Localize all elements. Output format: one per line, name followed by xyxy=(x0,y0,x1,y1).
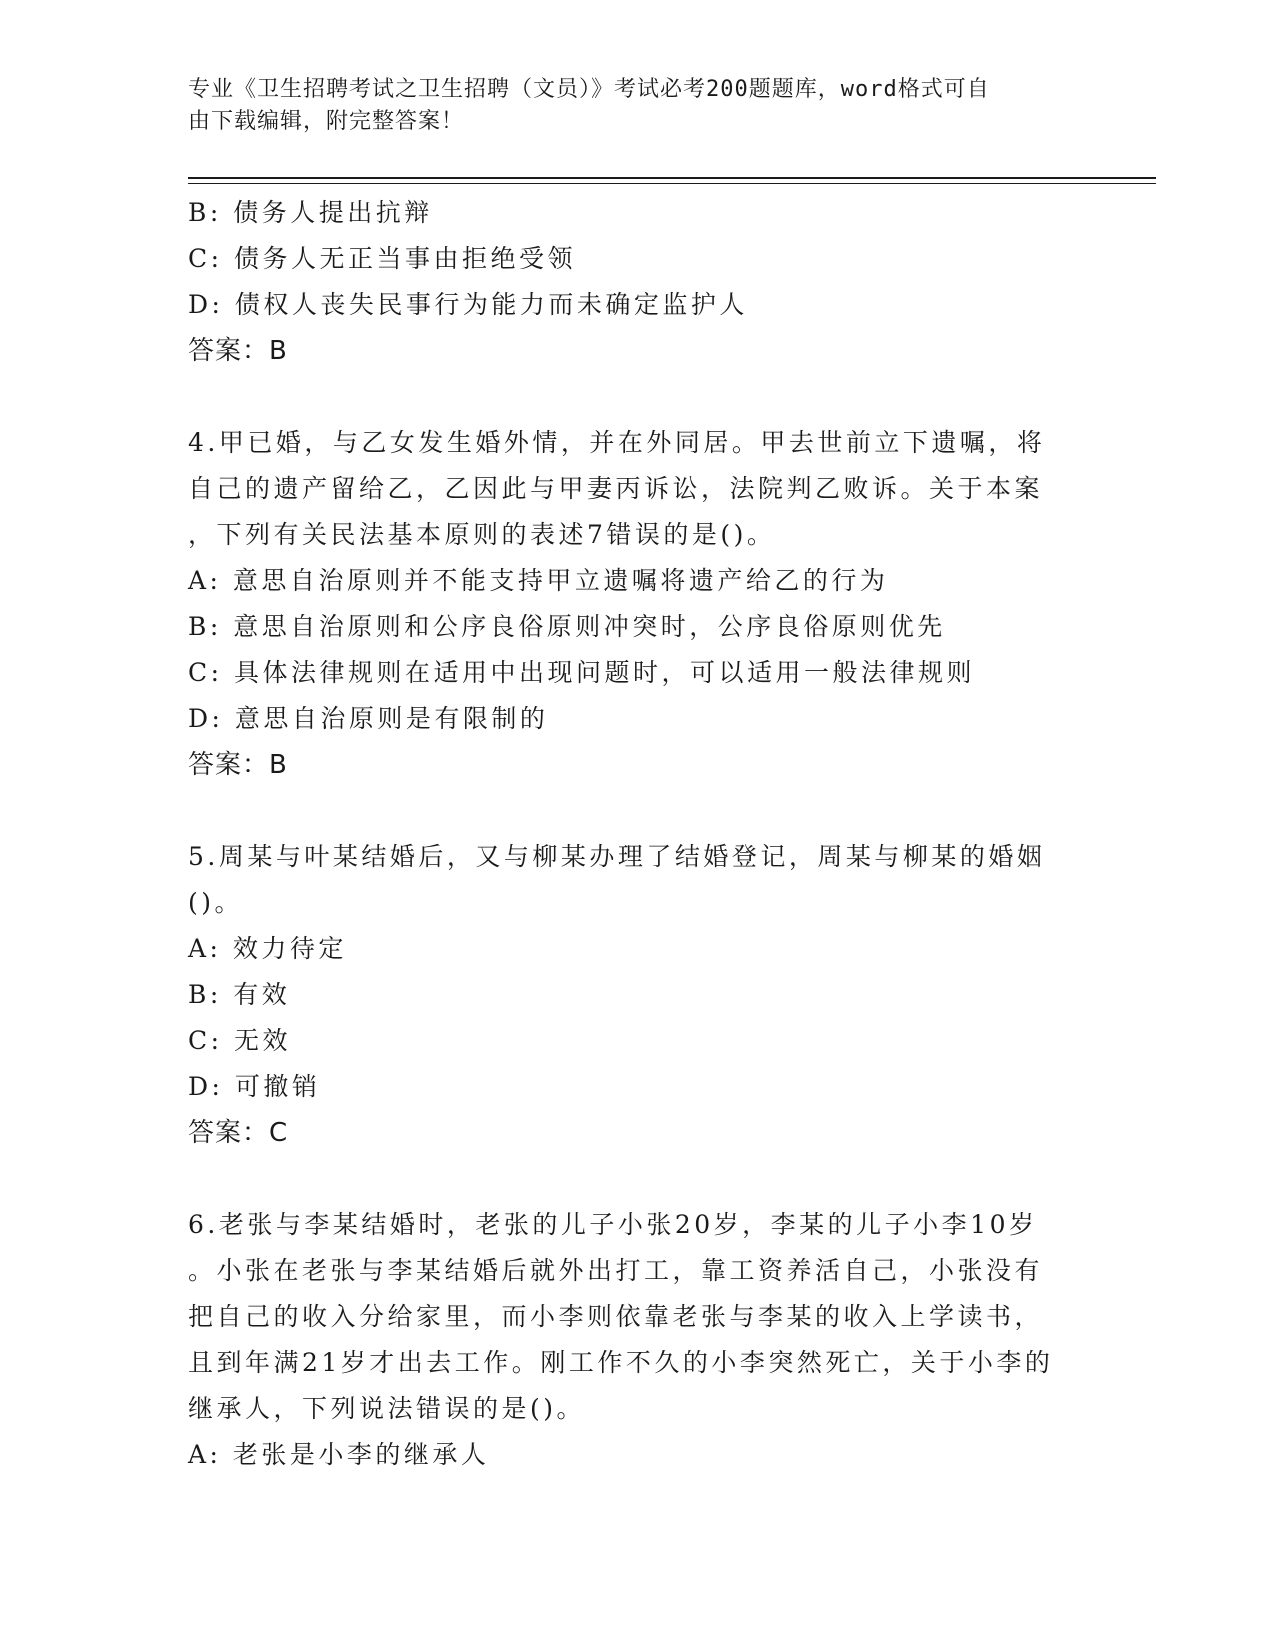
question-spacer xyxy=(188,374,1088,420)
header-divider-thick xyxy=(188,177,1156,179)
option-a: A: 效力待定 xyxy=(188,934,347,963)
option-c: C: 无效 xyxy=(188,1026,291,1055)
question-content xyxy=(188,190,1088,1478)
option-c: C: 具体法律规则在适用中出现问题时，可以适用一般法律规则 xyxy=(188,658,976,687)
option-d: D: 可撤销 xyxy=(188,1072,321,1101)
question-text-line: 6.老张与李某结婚时，老张的儿子小张20岁，李某的儿子小李10岁 xyxy=(188,1210,1038,1239)
question-text-line: 且到年满21岁才出去工作。刚工作不久的小李突然死亡，关于小李的 xyxy=(188,1348,1054,1377)
question-text-line: ，下列有关民法基本原则的表述7错误的是()。 xyxy=(188,520,776,549)
question-5 xyxy=(188,834,1088,1156)
question-6 xyxy=(188,1202,1088,1478)
option-a: A: 老张是小李的继承人 xyxy=(188,1440,490,1469)
question-text-line: ()。 xyxy=(188,888,244,917)
answer-line: 答案：B xyxy=(188,750,288,780)
header-line-1: 专业《卫生招聘考试之卫生招聘（文员）》考试必考200题题库，word格式可自 xyxy=(188,77,990,102)
option-d: D: 意思自治原则是有限制的 xyxy=(188,704,549,733)
option-b: B: 意思自治原则和公序良俗原则冲突时，公序良俗原则优先 xyxy=(188,612,946,641)
option-b: B: 有效 xyxy=(188,980,291,1009)
question-spacer xyxy=(188,788,1088,834)
answer-line: 答案：B xyxy=(188,336,288,366)
question-text-line: 。小张在老张与李某结婚后就外出打工，靠工资养活自己，小张没有 xyxy=(188,1256,1044,1285)
answer-line: 答案：C xyxy=(188,1118,289,1148)
option-c: C: 债务人无正当事由拒绝受领 xyxy=(188,244,576,273)
question-text-line: 4.甲已婚，与乙女发生婚外情，并在外同居。甲去世前立下遗嘱，将 xyxy=(188,428,1046,457)
option-d: D: 债权人丧失民事行为能力而未确定监护人 xyxy=(188,290,748,319)
question-spacer xyxy=(188,1156,1088,1202)
option-b: B: 债务人提出抗辩 xyxy=(188,198,433,227)
question-text-line: 把自己的收入分给家里，而小李则依靠老张与李某的收入上学读书， xyxy=(188,1302,1044,1331)
header-line-2: 由下载编辑，附完整答案！ xyxy=(188,109,465,134)
question-4 xyxy=(188,420,1088,788)
question-text-line: 继承人，下列说法错误的是()。 xyxy=(188,1394,586,1423)
question-carryover xyxy=(188,190,1088,374)
question-text-line: 自己的遗产留给乙，乙因此与甲妻丙诉讼，法院判乙败诉。关于本案 xyxy=(188,474,1044,503)
question-text-line: 5.周某与叶某结婚后，又与柳某办理了结婚登记，周某与柳某的婚姻 xyxy=(188,842,1046,871)
header-divider-thin xyxy=(188,183,1156,184)
document-header xyxy=(188,74,1078,138)
option-a: A: 意思自治原则并不能支持甲立遗嘱将遗产给乙的行为 xyxy=(188,566,889,595)
